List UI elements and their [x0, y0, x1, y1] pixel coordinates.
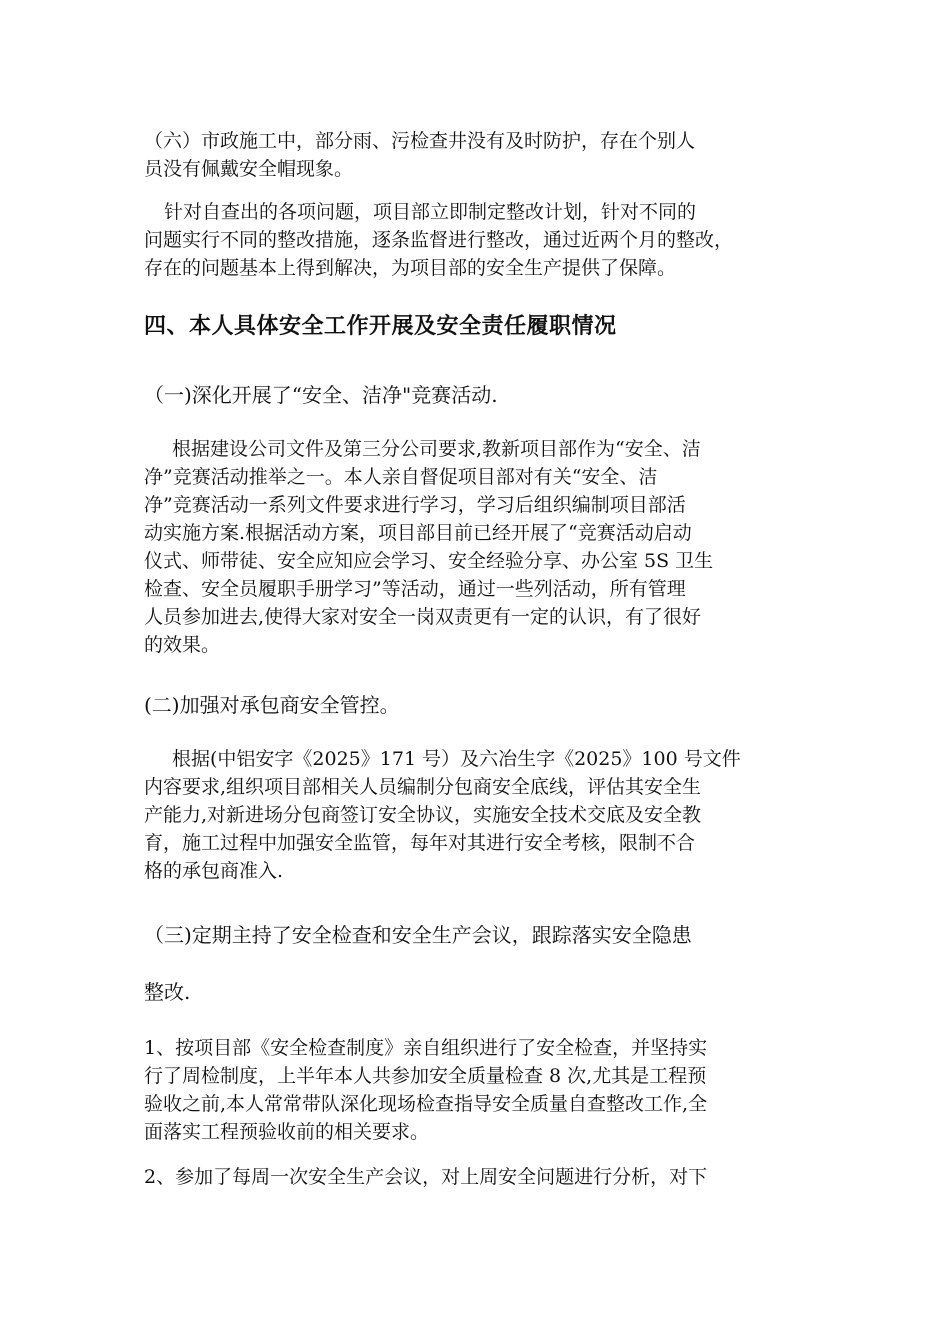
- subheading-two: (二)加强对承包商安全管控。: [144, 693, 400, 717]
- text-line: 1、按项目部《安全检查制度》亲自组织进行了安全检查，并坚持实: [144, 1037, 708, 1059]
- paragraph-inspection: [144, 1034, 808, 1146]
- text-line: （六）市政施工中，部分雨、污检查井没有及时防护，存在个别人: [144, 130, 696, 152]
- text-line: 面落实工程预验收前的相关要求。: [144, 1121, 430, 1143]
- text-line: 检查、安全员履职手册学习”等活动，通过一些列活动，所有管理: [144, 578, 686, 600]
- text-line: 针对自查出的各项问题，项目部立即制定整改计划，针对不同的: [164, 201, 697, 223]
- paragraph-meeting: [144, 1163, 808, 1191]
- subheading-three-continued: 整改.: [144, 980, 191, 1004]
- text-line: 问题实行不同的整改措施，逐条监督进行整改，通过近两个月的整改，: [144, 229, 734, 251]
- subheading-one: （一)深化开展了“安全、洁净"竞赛活动.: [144, 383, 498, 407]
- text-line: 的效果。: [144, 634, 221, 656]
- text-line: 动实施方案.根据活动方案，项目部目前已经开展了“竞赛活动启动: [144, 522, 692, 544]
- paragraph-competition: [144, 435, 808, 659]
- section-heading: 四、本人具体安全工作开展及安全责任履职情况: [144, 313, 617, 339]
- text-line: 格的承包商准入.: [144, 860, 284, 882]
- text-line: 净”竞赛活动一系列文件要求进行学习，学习后组织编制项目部活: [144, 494, 686, 516]
- text-line: 产能力,对新进场分包商签订安全协议，实施安全技术交底及安全教: [144, 804, 702, 826]
- text-line: 净”竞赛活动推举之一。本人亲自督促项目部对有关“安全、洁: [144, 466, 658, 488]
- text-line: 育，施工过程中加强安全监管，每年对其进行安全考核，限制不合: [144, 832, 696, 854]
- text-line: 内容要求,组织项目部相关人员编制分包商安全底线，评估其安全生: [144, 776, 702, 798]
- subheading-three: （三)定期主持了安全检查和安全生产会议，跟踪落实安全隐患: [144, 923, 692, 947]
- text-line: 员没有佩戴安全帽现象。: [144, 158, 354, 180]
- text-line: 根据(中铝安字《2025》171 号）及六冶生字《2025》100 号文件: [172, 748, 741, 770]
- paragraph-rectification: [144, 198, 808, 282]
- paragraph-item-six: [144, 127, 808, 183]
- text-line: 2、参加了每周一次安全生产会议，对上周安全问题进行分析，对下: [144, 1166, 708, 1188]
- text-line: 人员参加进去,使得大家对安全一岗双责更有一定的认识，有了很好: [144, 606, 702, 628]
- text-line: 存在的问题基本上得到解决，为项目部的安全生产提供了保障。: [144, 257, 677, 279]
- text-line: 验收之前,本人常常带队深化现场检查指导安全质量自查整改工作,全: [144, 1093, 708, 1115]
- paragraph-contractor: [144, 745, 808, 885]
- text-line: 根据建设公司文件及第三分公司要求,教新项目部作为“安全、洁: [172, 438, 701, 460]
- text-line: 行了周检制度，上半年本人共参加安全质量检查 8 次,尤其是工程预: [144, 1065, 707, 1087]
- text-line: 仪式、师带徒、安全应知应会学习、安全经验分享、办公室 5S 卫生: [144, 550, 714, 572]
